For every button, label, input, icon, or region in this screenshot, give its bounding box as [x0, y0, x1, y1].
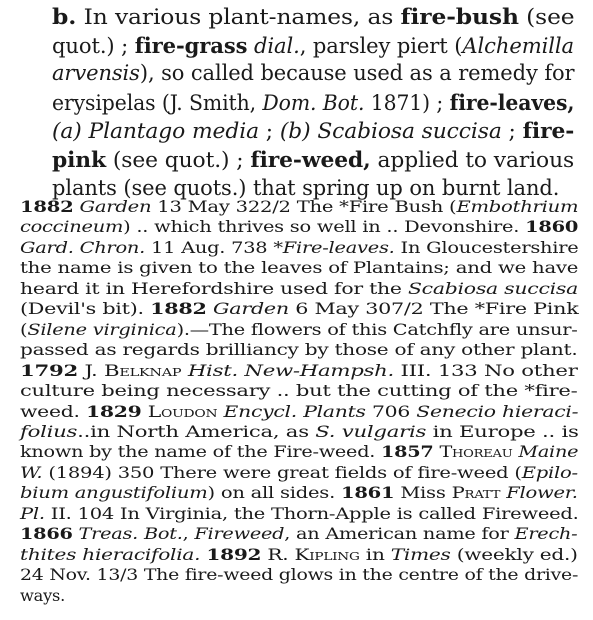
text-segment: (Devil's bit). — [20, 299, 151, 319]
text-segment: the name is given to the leaves of Plantains; and we have — [20, 258, 579, 278]
italic-text: Plantago media — [88, 119, 259, 144]
headword: fire-grass — [134, 32, 248, 58]
italic-text: thites hieracifolia. — [20, 544, 201, 564]
quotation-line — [20, 260, 578, 276]
text-segment: ways. — [20, 585, 66, 605]
quotation-year: 1882 — [20, 197, 74, 216]
text-segment: 6 May 307/2 The *Fire Pink — [288, 299, 579, 319]
italic-text: Alchemilla — [462, 33, 574, 58]
quotation-year: 1882 — [150, 299, 207, 319]
text-segment: applied to various — [370, 148, 575, 172]
text-segment: erysipelas (J. Smith, — [52, 90, 263, 115]
italic-text: Garden — [213, 299, 289, 319]
text-segment: (see quot.) ; — [106, 148, 251, 172]
text-segment: III. 133 No other — [394, 360, 578, 380]
text-segment: passed as regards brilliancy by those of any other plant. — [20, 340, 578, 360]
text-segment: heard it in Herefordshire used for the — [20, 278, 408, 298]
quotation-line — [20, 360, 578, 380]
text-segment: Miss — [394, 483, 452, 503]
text-segment: 1871) ; — [364, 90, 450, 115]
italic-text: Embothrium — [456, 197, 579, 216]
definition-line — [52, 89, 575, 115]
quotation-line — [20, 526, 577, 542]
quotation-year: 1892 — [206, 544, 262, 564]
quotation-line — [20, 444, 578, 460]
author-name: Kipling — [294, 544, 360, 564]
text-segment: (1894) 350 There were great fields of fire-weed ( — [42, 462, 522, 482]
text-segment: ; — [258, 119, 280, 144]
definition-line — [52, 6, 575, 28]
definition-line — [52, 32, 574, 58]
italic-text: Flower. — [506, 483, 578, 503]
quotation-line — [20, 485, 578, 501]
quotation-line — [20, 383, 577, 399]
text-segment: ), so called because used as a remedy for — [139, 61, 575, 86]
definition-line — [52, 63, 574, 84]
italic-text: Silene virginica — [27, 319, 177, 339]
italic-text: (b) — [279, 119, 311, 144]
italic-text: Senecio hieraci- — [416, 401, 579, 421]
text-segment: , parsley piert ( — [299, 33, 463, 58]
text-segment: weed. — [20, 401, 86, 421]
text-segment: 13 May 322/2 The *Fire Bush ( — [151, 197, 457, 216]
quotation-line — [20, 544, 578, 564]
quotation-line — [20, 421, 579, 441]
text-segment: 24 Nov. 13/3 The fire-weed glows in the centre of the drive- — [20, 565, 579, 585]
italic-text: Scabiosa succisa — [317, 119, 502, 144]
headword: b. — [52, 4, 77, 29]
text-segment: in Europe .. is — [426, 421, 579, 441]
text-segment: ; — [501, 119, 523, 144]
text-segment: ) .. which thrives so well in .. Devonshire. — [123, 217, 526, 237]
author-name: Loudon — [147, 401, 218, 421]
italic-text: Garden — [79, 197, 152, 216]
italic-text: Fire-leaves. — [282, 237, 395, 257]
text-segment: J. — [77, 360, 105, 380]
italic-text: S. vulgaris — [315, 421, 427, 441]
italic-text: (a) — [52, 119, 82, 144]
text-segment: , — [182, 524, 195, 544]
quotation-line — [20, 219, 578, 235]
quotation-line — [20, 301, 578, 317]
italic-text: coccineum — [20, 217, 124, 237]
italic-text: dial. — [253, 33, 300, 58]
author-name: Pratt — [451, 483, 501, 503]
text-segment — [311, 119, 318, 143]
text-segment: ..in North America, as — [77, 421, 316, 441]
text-segment: In various plant-names, as — [76, 5, 401, 29]
text-segment: In Gloucestershire — [394, 237, 579, 257]
quotation-line — [20, 503, 579, 523]
quotation-year: 1866 — [20, 524, 73, 544]
quotation-line — [20, 585, 66, 605]
italic-text: Epilo- — [521, 462, 578, 482]
quotation-line — [20, 462, 578, 482]
italic-text: Fireweed — [194, 524, 285, 544]
quotation-year: 1860 — [525, 217, 579, 237]
text-segment: (weekly ed.) — [450, 544, 578, 564]
italic-text: Maine — [518, 442, 579, 462]
italic-text: Pl. — [20, 503, 45, 523]
quotation-year: 1861 — [341, 483, 395, 503]
italic-text: Encycl. Plants — [223, 401, 366, 421]
author-name: Belknap — [104, 360, 182, 380]
text-segment: ).—The flowers of this Catchfly are unsur- — [176, 319, 578, 339]
italic-text: Hist. New-Hampsh. — [187, 360, 395, 380]
text-segment: ( — [20, 319, 28, 339]
italic-text: Gard. Chron. — [20, 237, 146, 257]
text-segment: in — [359, 544, 391, 564]
definition-line — [52, 149, 574, 171]
quotation-line — [20, 401, 579, 421]
text-segment: known by the name of the Fire-weed. — [20, 442, 382, 462]
headword: fire- — [522, 118, 575, 144]
text-segment: (see — [518, 5, 575, 29]
text-segment: culture being necessary .. but the cutting of the *fire- — [20, 381, 578, 401]
definition-line — [52, 175, 560, 200]
italic-text: Dom. Bot. — [262, 90, 365, 115]
text-segment: II. 104 In Virginia, the Thorn-Apple is called Fireweed. — [44, 503, 579, 523]
text-segment: 11 Aug. 738 * — [145, 237, 283, 257]
headword: pink — [52, 147, 107, 172]
author-name: Thoreau — [439, 442, 513, 462]
quotation-line — [20, 567, 578, 583]
italic-text: bium angustifolium — [20, 483, 208, 503]
quotation-year: 1857 — [381, 442, 434, 462]
italic-text: W. — [20, 462, 43, 482]
italic-text: Times — [390, 544, 451, 564]
quotation-line — [20, 342, 577, 358]
italic-text: arvensis — [52, 61, 140, 86]
quotation-line — [20, 319, 578, 339]
headword: fire-weed, — [250, 147, 371, 172]
definition-line — [52, 120, 574, 142]
quotation-year: 1829 — [85, 401, 142, 421]
quotation-line — [20, 278, 578, 298]
italic-text: folius — [20, 421, 78, 441]
text-segment: 706 — [365, 401, 417, 421]
quotation-year: 1792 — [20, 360, 78, 380]
headword: fire-leaves, — [449, 89, 575, 115]
quotation-line — [20, 237, 579, 257]
text-segment: R. — [261, 544, 295, 564]
text-segment: quot.) ; — [52, 33, 135, 58]
quotation-line — [20, 199, 578, 215]
italic-text: Treas. Bot. — [78, 524, 183, 544]
italic-text: Erech- — [514, 524, 578, 544]
text-segment: ) on all sides. — [207, 483, 342, 503]
text-segment: , an American name for — [284, 524, 515, 544]
text-segment: plants (see quots.) that spring up on burnt land. — [52, 175, 560, 200]
headword: fire-bush — [400, 4, 519, 29]
italic-text: Scabiosa succisa — [407, 278, 578, 298]
